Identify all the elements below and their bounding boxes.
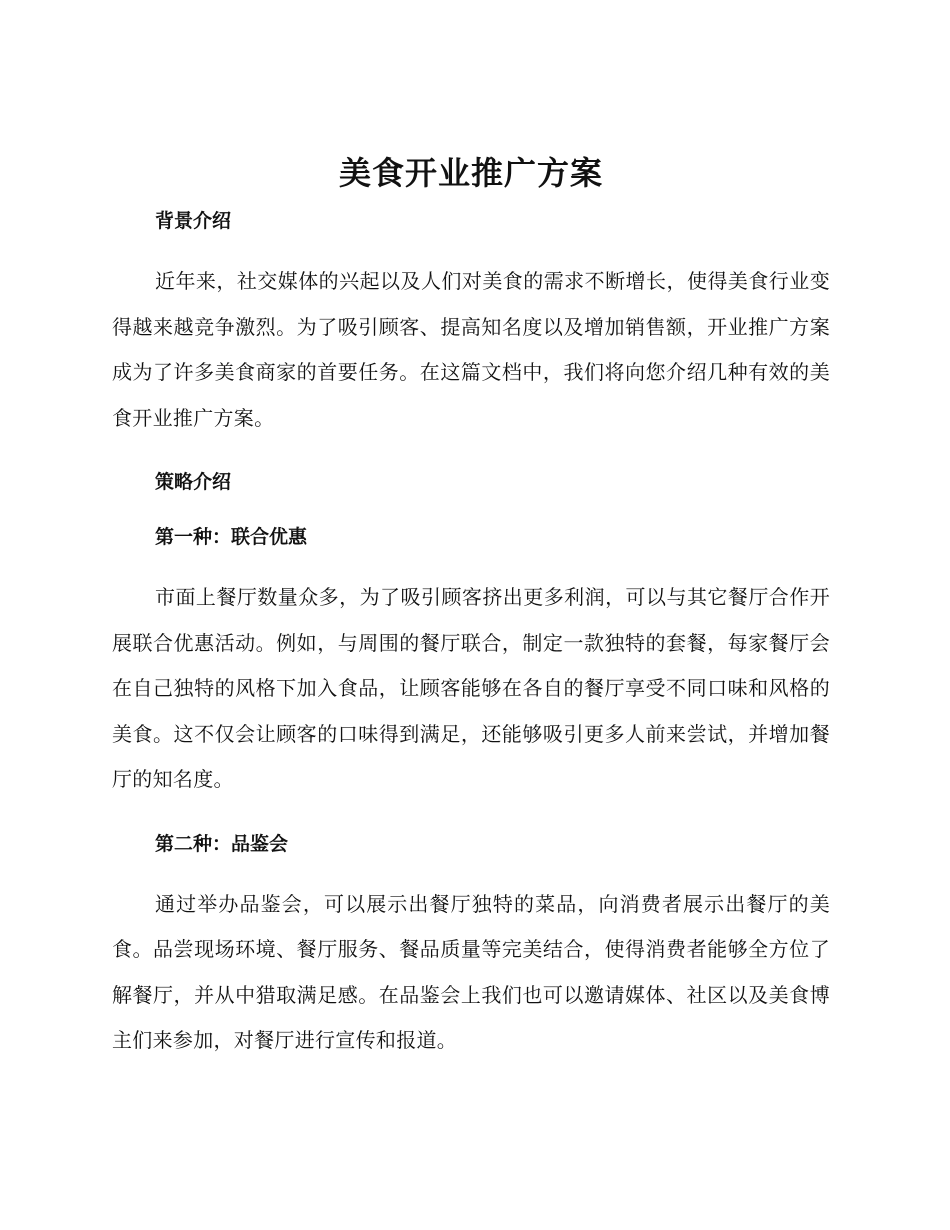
document-title: 美食开业推广方案 [338,154,603,192]
method2-heading: 第二种：品鉴会 [155,832,289,855]
document-page [112,148,830,1064]
background-paragraph: 近年来，社交媒体的兴起以及人们对美食的需求不断增长，使得美食行业变得越来越竞争激烈。为了吸引顾客、提高知名度以及增加销售额，开业推广方案成为了许多美食商家的首要任务。在这篇文档中，我们将向您介绍几种有效的美食开业推广方案。 [112,269,830,430]
method2-paragraph: 通过举办品鉴会，可以展示出餐厅独特的菜品，向消费者展示出餐厅的美食。品尝现场环境、餐厅服务、餐品质量等完美结合，使得消费者能够全方位了解餐厅，并从中猎取满足感。在品鉴会上我们也可以邀请媒体、社区以及美食博主们来参加，对餐厅进行宣传和报道。 [112,891,830,1052]
background-heading: 背景介绍 [155,210,232,232]
strategy-heading: 策略介绍 [155,471,232,493]
method1-heading: 第一种：联合优惠 [155,526,308,548]
method1-paragraph: 市面上餐厅数量众多，为了吸引顾客挤出更多利润，可以与其它餐厅合作开展联合优惠活动。例如，与周围的餐厅联合，制定一款独特的套餐，每家餐厅会在自己独特的风格下加入食品，让顾客能够在各自的餐厅享受不同口味和风格的美食。这不仅会让顾客的口味得到满足，还能够吸引更多人前来尝试，并增加餐厅的知名度。 [112,585,830,791]
